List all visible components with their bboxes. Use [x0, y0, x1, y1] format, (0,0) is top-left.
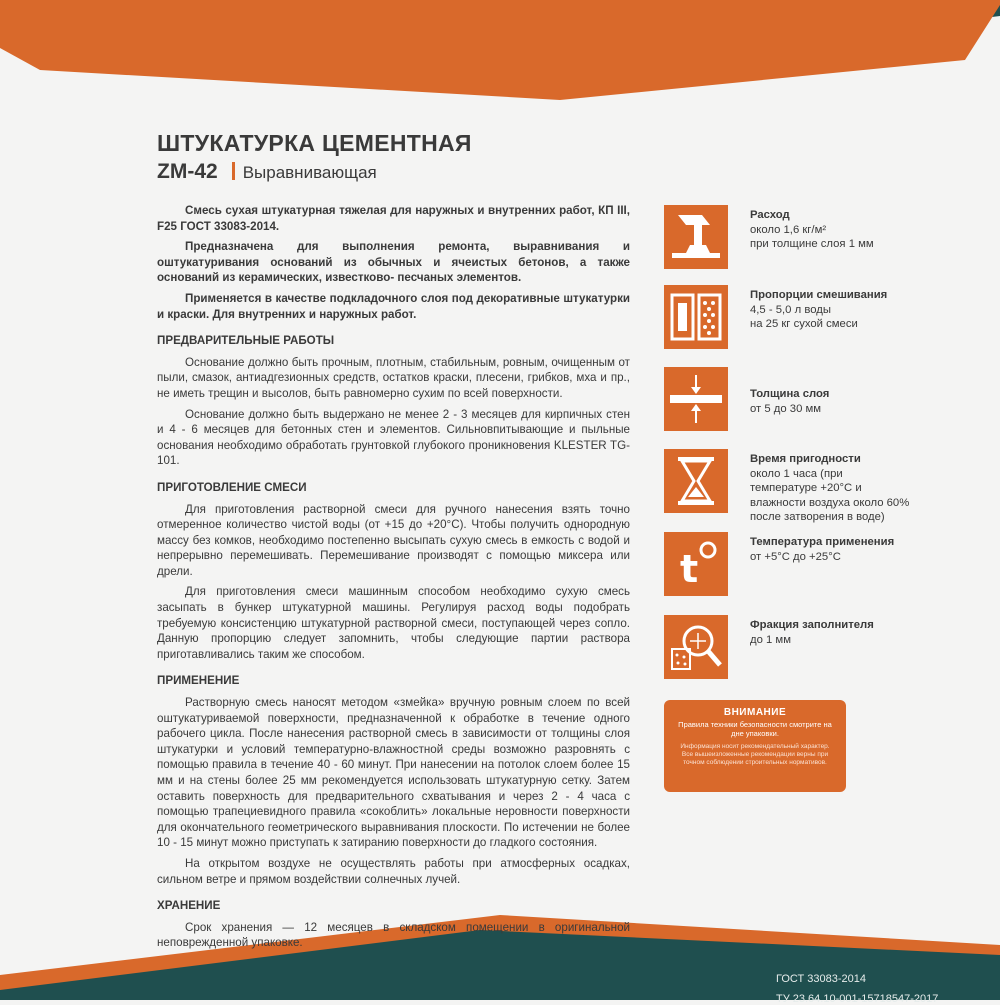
hourglass-icon: [664, 449, 728, 513]
spec-title: Пропорции смешивания: [750, 289, 888, 301]
section-paragraph: На открытом воздухе не осуществлять работы при атмосферных осадках, сильном ветре и прямом воздействии солнечных лучей.: [157, 856, 630, 886]
warning-note: Информация носит рекомендательный характер. Все вышеизложенные рекомендации верны при точном соблюдении строительных нормативов.: [680, 743, 830, 766]
section-paragraph: Основание должно быть выдержано не менее 2 - 3 месяцев для кирпичных стен и 4 - 6 месяцев для бетонных стен и элементов. Сильновпитывающие и пыльные основания необходимо обработать грунтовкой глубокого проникновения KLESTER TG-101.: [157, 407, 630, 468]
section-heading: ПРИГОТОВЛЕНИЕ СМЕСИ: [157, 480, 307, 494]
section-paragraph: Срок хранения — 12 месяцев в складском помещении в оригинальной неповрежденной упаковке.: [157, 920, 630, 950]
warning-box: [664, 700, 846, 792]
spec-value: около 1 часа (при температуре +20°С и влажности воздуха около 60% после затворения в воде): [750, 467, 910, 524]
intro-paragraph: Применяется в качестве подкладочного слоя под декоративные штукатурки и краски. Для внутренних и наружных работ.: [157, 291, 630, 321]
spec-title: Фракция заполнителя: [750, 619, 874, 631]
magnifier-icon: [664, 615, 728, 679]
section-paragraph: Для приготовления смеси машинным способом необходимо сухую смесь засыпать в бункер штукатурной машины. Регулируя расход воды подобрать требуемую консистенцию штукатурной растворной смеси, поступающей через сопло. Данную пропорцию следует запомнить, чтобы следующие партии раствора приготавливались таким же способом.: [157, 585, 630, 661]
spec-title: Время пригодности: [750, 453, 861, 465]
product-model: ZM-42: [157, 160, 218, 183]
product-subtitle: [157, 160, 377, 184]
spec-value: от +5°С до +25°С: [750, 550, 841, 563]
layer-thickness-icon: [664, 367, 728, 431]
footer-tu: ТУ 23.64.10-001-15718547-2017: [776, 993, 939, 1005]
svg-text:t: t: [680, 547, 699, 591]
warning-title: ВНИМАНИЕ: [723, 707, 787, 718]
warning-text: Правила техники безопасности смотрите на дне упаковки.: [678, 720, 832, 738]
section-heading: ПРЕДВАРИТЕЛЬНЫЕ РАБОТЫ: [157, 334, 335, 348]
intro-paragraph: Предназначена для выполнения ремонта, выравнивания и оштукатуривания оснований из обычных и ячеистых бетонов, а также оснований из керамических, известково- песчаных элементов.: [157, 240, 630, 285]
main-text-column: [157, 203, 630, 956]
section-heading: ПРИМЕНЕНИЕ: [157, 674, 240, 688]
intro-paragraph: Смесь сухая штукатурная тяжелая для наружных и внутренних работ, КП III, F25 ГОСТ 33083-2014.: [157, 204, 630, 233]
product-description: Выравнивающая: [242, 163, 377, 182]
spec-value: на 25 кг сухой смеси: [750, 318, 858, 331]
mixing-proportion-icon: [664, 285, 728, 349]
spec-title: Температура применения: [750, 536, 895, 548]
spec-value: от 5 до 30 мм: [750, 402, 822, 415]
spec-value: до 1 мм: [750, 633, 791, 646]
section-paragraph: Основание должно быть прочным, плотным, стабильным, ровным, очищенным от пыли, смазок, антиадгезионных средств, остатков краски, плесени, грибков, мха и пр., не иметь трещин и высолов, быть равномерно сухим по всей поверхности.: [157, 355, 630, 400]
section-paragraph: Растворную смесь наносят методом «змейка» вручную ровным слоем по всей оштукатуриваемой поверхности, предназначенной к обработке в течение одного рабочего цикла. После нанесения растворной смесь в зависимости от толщины слоя штукатурки и условий температурно-влажностной среды возможно разровнять с помощью правила в течение 40 - 60 минут. При нанесении на потолок слоем более 15 мм и на стены более 25 мм рекомендуется использовать штукатурную сетку. Затем оставить поверхность для предварительного схватывания и через 2 - 4 часа с помощью трапециевидного правила «сокоблить» локальные неровности поверхности для окончательного геометрического выравнивания плоскости. По истечении не более 10 - 15 минут можно приступать к затиранию поверхности до гладкого состояния.: [157, 696, 630, 850]
spec-title: Расход: [750, 209, 790, 221]
temperature-icon: [664, 532, 728, 596]
spec-title: Толщина слоя: [750, 388, 830, 400]
spec-value: при толщине слоя 1 мм: [750, 238, 874, 251]
spec-value: 4,5 - 5,0 л воды: [750, 303, 831, 316]
trowel-icon: [664, 205, 728, 269]
section-paragraph: Для приготовления растворной смеси для ручного нанесения взять точно отмеренное количество чистой воды (от +15 до +20°С). Чтобы получить однородную массу без комков, необходимо постепенно высыпать сухую смесь в емкость с водой и непрерывно перемешивать. Перемешивание производят с помощью миксера или дрели.: [157, 502, 630, 578]
footer-gost: ГОСТ 33083-2014: [776, 973, 866, 985]
section-heading: ХРАНЕНИЕ: [157, 899, 221, 913]
spec-value: около 1,6 кг/м²: [750, 223, 827, 236]
product-title: ШТУКАТУРКА ЦЕМЕНТНАЯ: [157, 130, 472, 156]
title-divider: [232, 162, 235, 180]
